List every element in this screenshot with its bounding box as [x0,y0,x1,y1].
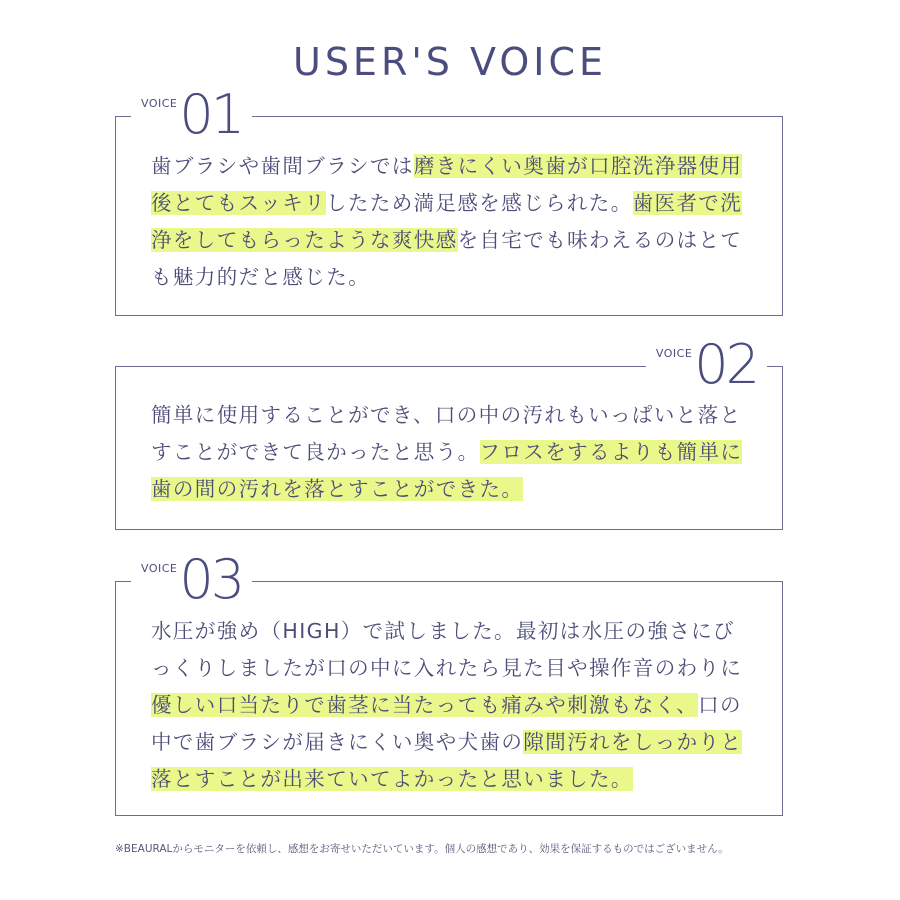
voice-number: 03 [179,548,243,611]
voice-card-02 [115,333,783,530]
voice-label: VOICE [655,347,693,360]
highlighted-segment: 優しい口当たりで歯茎に当たっても痛みや刺激もなく、 [151,693,699,717]
text-segment: したため満足感を感じられた。 [326,191,633,215]
text-segment: 簡単に使用することができ、口の中の汚れもいっぱいと落とすことができて良かったと思う。 [151,403,742,464]
voice-number: 02 [694,333,757,396]
highlighted-segment: 磨きにくい奥歯が口腔洗浄器使用後とてもスッキリ [151,154,743,215]
text-segment: 口の中で歯ブラシが届きにくい奥や犬歯の [151,693,742,754]
disclaimer-note: ※BEAURALからモニターを依頼し、感想をお寄せいただいています。個人の感想であり、効果を保証するものではございません。 [115,843,729,855]
voice-card-01 [115,83,783,316]
highlighted-segment: 歯医者で洗浄をしてもらったような爽快感 [151,191,743,252]
voice-text [151,613,751,798]
voice-label: VOICE [141,97,178,110]
text-segment: を自宅でも味わえるのはとても魅力的だと感じた。 [151,228,743,289]
voice-tag-02 [646,333,767,396]
voice-label: VOICE [141,562,178,575]
voice-card-03 [115,548,783,816]
voice-tag-01 [131,83,252,146]
page-title: USER'S VOICE [293,40,607,84]
voice-text [151,397,751,508]
voice-number: 01 [179,83,243,146]
text-segment: 水圧が強め（HIGH）で試しました。最初は水圧の強さにびっくりしましたが口の中に入れたら見た目や操作音のわりに [151,619,743,680]
voice-tag-03 [131,548,252,611]
highlighted-segment: フロスをするよりも簡単に歯の間の汚れを落とすことができた。 [151,440,743,501]
text-segment: 歯ブラシや歯間ブラシでは [151,154,414,178]
voice-text [151,148,751,296]
highlighted-segment: 隙間汚れをしっかりと落とすことが出来ていてよかったと思いました。 [151,730,743,791]
